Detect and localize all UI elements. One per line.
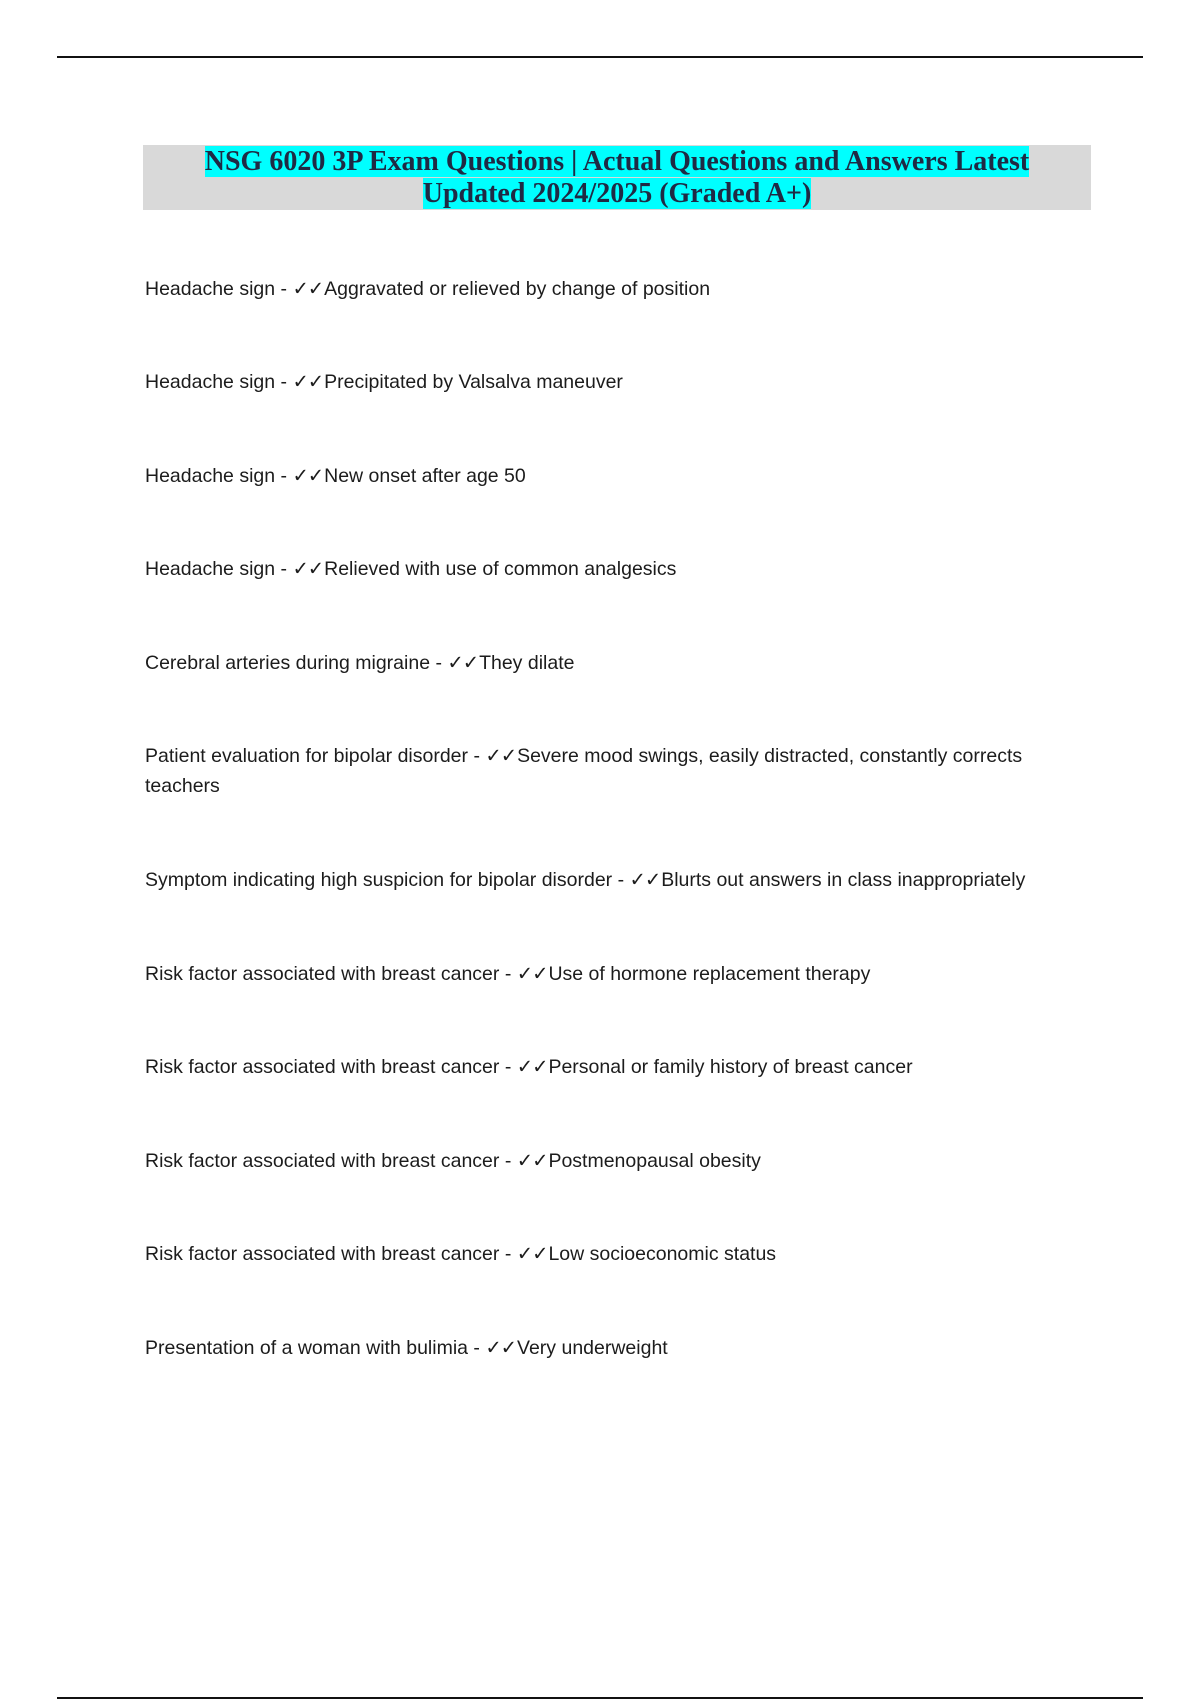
- double-check-icon: ✓✓: [292, 558, 324, 580]
- qa-answer: Low socioeconomic status: [548, 1243, 777, 1265]
- double-check-icon: ✓✓: [516, 963, 548, 985]
- double-check-icon: ✓✓: [485, 1337, 517, 1359]
- qa-item: [145, 554, 1095, 584]
- qa-question: Presentation of a woman with bulimia: [145, 1337, 468, 1359]
- qa-answer: They dilate: [479, 652, 575, 674]
- qa-separator: -: [499, 963, 517, 985]
- qa-separator: -: [468, 745, 486, 767]
- qa-separator: -: [612, 869, 630, 891]
- qa-separator: -: [499, 1056, 517, 1078]
- qa-separator: -: [499, 1150, 517, 1172]
- top-rule: [57, 56, 1143, 58]
- qa-item: [145, 274, 1095, 304]
- qa-item: [145, 1239, 1095, 1269]
- qa-question: Headache sign: [145, 558, 276, 580]
- double-check-icon: ✓✓: [447, 652, 479, 674]
- double-check-icon: ✓✓: [629, 869, 661, 891]
- qa-question: Risk factor associated with breast cancer: [145, 1056, 500, 1078]
- qa-question: Cerebral arteries during migraine: [145, 652, 431, 674]
- qa-answer: Precipitated by Valsalva maneuver: [324, 371, 623, 393]
- qa-item: [145, 461, 1095, 491]
- qa-question: Patient evaluation for bipolar disorder: [145, 745, 469, 767]
- qa-answer: Severe mood swings, easily distracted, constantly corrects teachers: [145, 745, 1023, 797]
- qa-question: Risk factor associated with breast cancer: [145, 963, 500, 985]
- qa-separator: -: [275, 278, 293, 300]
- double-check-icon: ✓✓: [485, 745, 517, 767]
- qa-question: Headache sign: [145, 278, 276, 300]
- qa-item: [145, 865, 1095, 895]
- qa-question: Risk factor associated with breast cancer: [145, 1150, 500, 1172]
- qa-answer: Personal or family history of breast cancer: [548, 1056, 913, 1078]
- qa-separator: -: [499, 1243, 517, 1265]
- title-banner: [143, 145, 1091, 210]
- qa-item: [145, 741, 1095, 801]
- qa-answer: Blurts out answers in class inappropriately: [661, 869, 1026, 891]
- qa-answer: Use of hormone replacement therapy: [548, 963, 871, 985]
- qa-answer: Very underweight: [517, 1337, 668, 1359]
- double-check-icon: ✓✓: [516, 1150, 548, 1172]
- qa-item: [145, 1052, 1095, 1082]
- qa-item: [145, 648, 1095, 678]
- qa-separator: -: [430, 652, 448, 674]
- qa-item: [145, 1146, 1095, 1176]
- qa-answer: Aggravated or relieved by change of position: [324, 278, 711, 300]
- qa-answer: Postmenopausal obesity: [548, 1150, 761, 1172]
- qa-separator: -: [275, 371, 293, 393]
- qa-question: Headache sign: [145, 465, 276, 487]
- double-check-icon: ✓✓: [516, 1243, 548, 1265]
- qa-answer: Relieved with use of common analgesics: [324, 558, 677, 580]
- double-check-icon: ✓✓: [292, 278, 324, 300]
- document-title-text: NSG 6020 3P Exam Questions | Actual Questions and Answers Latest Updated 2024/2025 (Graded A+): [204, 145, 1030, 209]
- double-check-icon: ✓✓: [292, 465, 324, 487]
- qa-item: [145, 367, 1095, 397]
- qa-separator: -: [275, 465, 293, 487]
- double-check-icon: ✓✓: [516, 1056, 548, 1078]
- qa-separator: -: [275, 558, 293, 580]
- qa-item: [145, 959, 1095, 989]
- bottom-rule: [57, 1697, 1143, 1699]
- qa-answer: New onset after age 50: [324, 465, 526, 487]
- qa-question: Symptom indicating high suspicion for bipolar disorder: [145, 869, 613, 891]
- double-check-icon: ✓✓: [292, 371, 324, 393]
- document-title: [187, 146, 1047, 210]
- qa-separator: -: [468, 1337, 486, 1359]
- qa-question: Headache sign: [145, 371, 276, 393]
- qa-item: [145, 1333, 1095, 1363]
- qa-question: Risk factor associated with breast cancer: [145, 1243, 500, 1265]
